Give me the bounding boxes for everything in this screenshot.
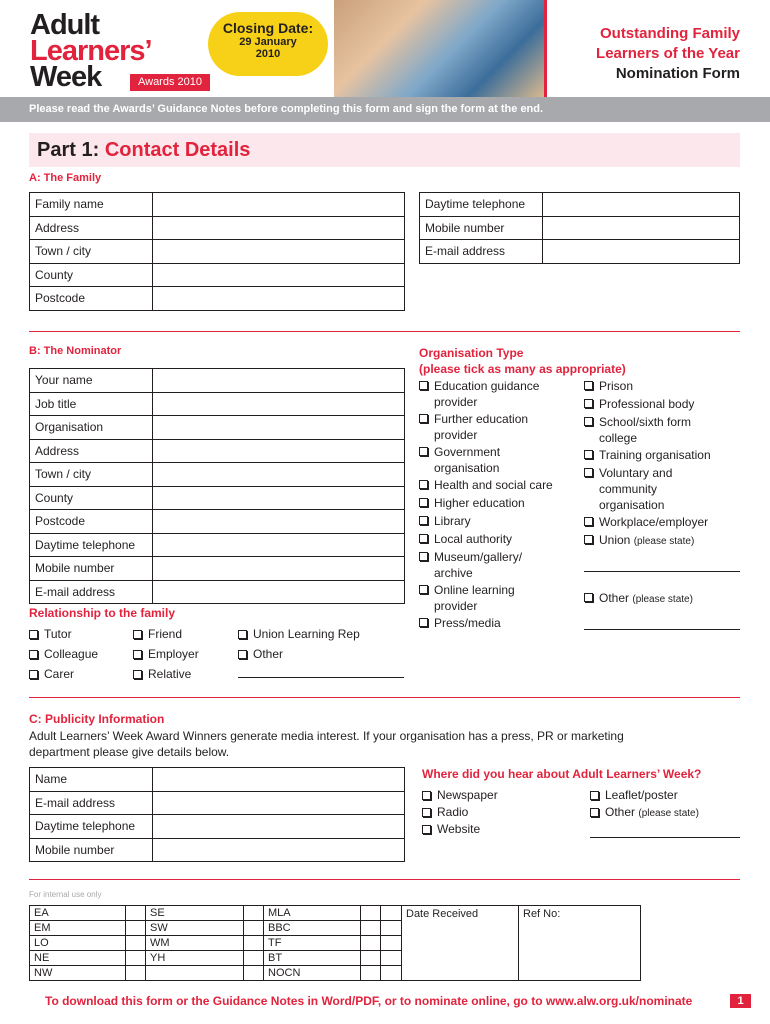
nominator-label: Town / city xyxy=(30,463,153,487)
guidance-notice: Please read the Awards’ Guidance Notes before completing this form and sign the form at the end. xyxy=(0,97,770,122)
checkbox-icon[interactable] xyxy=(29,650,38,659)
union-state-line[interactable] xyxy=(584,571,740,572)
nominator-section-label: B: The Nominator xyxy=(29,345,122,357)
region-code: NW xyxy=(30,966,126,981)
checkbox-icon[interactable] xyxy=(29,630,38,639)
nominator-field[interactable] xyxy=(153,392,405,416)
nominator-label: Your name xyxy=(30,369,153,393)
tick-box[interactable] xyxy=(126,921,146,936)
region-code: SE xyxy=(146,906,244,921)
family-mobile-field[interactable] xyxy=(543,216,740,240)
relationship-other-line[interactable] xyxy=(238,677,404,678)
divider xyxy=(29,697,740,698)
tick-box[interactable] xyxy=(126,966,146,981)
relationship-option[interactable]: Colleague xyxy=(29,644,98,664)
checkbox-icon[interactable] xyxy=(419,585,428,594)
other-state-line[interactable] xyxy=(584,629,740,630)
checkbox-icon[interactable] xyxy=(422,825,431,834)
publicity-daytime-label: Daytime telephone xyxy=(30,815,153,839)
publicity-name-field[interactable] xyxy=(153,768,405,792)
checkbox-icon[interactable] xyxy=(422,808,431,817)
org-option[interactable]: Press/media xyxy=(419,615,579,631)
family-email-label: E-mail address xyxy=(420,240,543,264)
hear-option[interactable]: Leaflet/poster xyxy=(590,787,699,804)
nominator-label: Daytime telephone xyxy=(30,533,153,557)
tick-box[interactable] xyxy=(244,921,264,936)
tick-box[interactable] xyxy=(361,951,381,966)
tick-box[interactable] xyxy=(126,906,146,921)
relationship-option[interactable]: Relative xyxy=(133,664,199,684)
tick-box[interactable] xyxy=(126,951,146,966)
org-type-title: Organisation Type xyxy=(419,346,524,360)
date-received-label: Date Received xyxy=(406,908,479,920)
checkbox-icon[interactable] xyxy=(590,791,599,800)
nominator-field[interactable] xyxy=(153,486,405,510)
org-type-subtitle: (please tick as many as appropriate) xyxy=(419,362,626,376)
partner-code: MLA xyxy=(264,906,361,921)
publicity-email-label: E-mail address xyxy=(30,791,153,815)
family-postcode-label: Postcode xyxy=(30,287,153,311)
checkbox-icon[interactable] xyxy=(419,618,428,627)
hear-option[interactable]: Radio xyxy=(422,804,498,821)
org-option[interactable]: Prison xyxy=(584,378,740,394)
family-name-field[interactable] xyxy=(153,193,405,217)
form-title xyxy=(548,24,740,84)
nominator-table xyxy=(29,368,405,604)
partner-code: NOCN xyxy=(264,966,361,981)
closing-date-badge xyxy=(208,12,328,76)
checkbox-icon[interactable] xyxy=(29,670,38,679)
closing-date-line1: 29 January xyxy=(239,36,297,48)
tick-box[interactable] xyxy=(381,921,402,936)
checkbox-icon[interactable] xyxy=(133,630,142,639)
partner-code: BBC xyxy=(264,921,361,936)
relationship-col1 xyxy=(29,624,98,684)
nominator-field[interactable] xyxy=(153,580,405,604)
tick-box[interactable] xyxy=(244,966,264,981)
page-number: 1 xyxy=(730,994,751,1008)
family-address-label: Address xyxy=(30,216,153,240)
org-type-col2 xyxy=(584,378,740,550)
region-code: EA xyxy=(30,906,126,921)
nominator-field[interactable] xyxy=(153,416,405,440)
relationship-option[interactable]: Friend xyxy=(133,624,199,644)
tick-box[interactable] xyxy=(381,966,402,981)
date-received-box[interactable] xyxy=(402,906,519,981)
checkbox-icon[interactable] xyxy=(419,534,428,543)
checkbox-icon[interactable] xyxy=(419,516,428,525)
checkbox-icon[interactable] xyxy=(590,808,599,817)
org-option[interactable]: Local authority xyxy=(419,531,579,547)
org-option-union[interactable]: Union (please state) xyxy=(584,532,740,550)
checkbox-icon[interactable] xyxy=(584,468,593,477)
nominator-field[interactable] xyxy=(153,463,405,487)
tick-box[interactable] xyxy=(381,906,402,921)
nominator-label: E-mail address xyxy=(30,580,153,604)
hear-option-other[interactable]: Other (please state) xyxy=(590,804,699,822)
checkbox-icon[interactable] xyxy=(584,517,593,526)
org-option[interactable]: Voluntary and community organisation xyxy=(584,465,740,513)
hear-col1 xyxy=(422,787,498,838)
tick-box[interactable] xyxy=(381,936,402,951)
family-county-label: County xyxy=(30,263,153,287)
relationship-option[interactable]: Carer xyxy=(29,664,98,684)
internal-use-label: For internal use only xyxy=(29,890,102,899)
checkbox-icon[interactable] xyxy=(238,650,247,659)
checkbox-icon[interactable] xyxy=(419,447,428,456)
tick-box[interactable] xyxy=(244,951,264,966)
family-mobile-label: Mobile number xyxy=(420,216,543,240)
publicity-text-line1: Adult Learners’ Week Award Winners generate media interest. If your organisation has a press, PR or marketing xyxy=(29,729,624,743)
family-email-field[interactable] xyxy=(543,240,740,264)
nominator-field[interactable] xyxy=(153,439,405,463)
family-section-label: A: The Family xyxy=(29,172,102,184)
closing-title: Closing Date: xyxy=(222,20,314,36)
region-code-empty xyxy=(146,966,244,981)
relationship-option[interactable]: Tutor xyxy=(29,624,98,644)
hear-col2 xyxy=(590,787,699,822)
tick-box[interactable] xyxy=(361,906,381,921)
part1-prefix: Part 1: xyxy=(37,139,100,161)
org-option[interactable]: Online learning provider xyxy=(419,582,579,614)
ref-no-label: Ref No: xyxy=(523,908,561,920)
hear-about-label: Where did you hear about Adult Learners’ Week? xyxy=(422,767,702,781)
org-option[interactable]: Workplace/employer xyxy=(584,514,740,530)
org-option[interactable]: Professional body xyxy=(584,396,740,412)
checkbox-icon[interactable] xyxy=(419,381,428,390)
tick-box[interactable] xyxy=(244,906,264,921)
part1-heading xyxy=(29,133,740,167)
family-name-label: Family name xyxy=(30,193,153,217)
checkbox-icon[interactable] xyxy=(584,399,593,408)
region-code: LO xyxy=(30,936,126,951)
partner-code: BT xyxy=(264,951,361,966)
checkbox-icon[interactable] xyxy=(584,381,593,390)
region-code: WM xyxy=(146,936,244,951)
tick-box[interactable] xyxy=(244,936,264,951)
footer-download-text: To download this form or the Guidance Notes in Word/PDF, or to nominate online, go to www.alw.org.uk/nominate xyxy=(45,994,693,1008)
checkbox-icon[interactable] xyxy=(419,498,428,507)
logo-line-week: Week xyxy=(30,61,102,93)
org-option[interactable]: Higher education xyxy=(419,495,579,511)
publicity-mobile-field[interactable] xyxy=(153,838,405,862)
divider xyxy=(29,879,740,880)
nominator-field[interactable] xyxy=(153,533,405,557)
publicity-text xyxy=(29,728,624,760)
logo-line-learners: Learners’ xyxy=(30,35,152,67)
region-code: YH xyxy=(146,951,244,966)
tick-box[interactable] xyxy=(381,951,402,966)
publicity-text-line2: department please give details below. xyxy=(29,745,230,759)
publicity-name-label: Name xyxy=(30,768,153,792)
org-option-other[interactable]: Other (please state) xyxy=(584,590,693,608)
nominator-label: County xyxy=(30,486,153,510)
partner-code: TF xyxy=(264,936,361,951)
hear-other-line[interactable] xyxy=(590,837,740,838)
hear-option[interactable]: Website xyxy=(422,821,498,838)
tick-box[interactable] xyxy=(126,936,146,951)
relationship-option[interactable]: Employer xyxy=(133,644,199,664)
publicity-table xyxy=(29,767,405,862)
relationship-col3 xyxy=(238,624,360,664)
family-photo xyxy=(334,0,544,97)
org-option[interactable]: Health and social care xyxy=(419,477,579,493)
title-line3: Nomination Form xyxy=(615,65,740,82)
publicity-daytime-field[interactable] xyxy=(153,815,405,839)
family-table xyxy=(29,192,405,311)
awards-badge: Awards 2010 xyxy=(130,74,210,91)
hear-option[interactable]: Newspaper xyxy=(422,787,498,804)
org-option[interactable]: Government organisation xyxy=(419,444,579,476)
checkbox-icon[interactable] xyxy=(133,670,142,679)
org-type-col1 xyxy=(419,378,579,631)
checkbox-icon[interactable] xyxy=(584,417,593,426)
logo-line-adult: Adult xyxy=(30,9,100,41)
org-option[interactable]: Training organisation xyxy=(584,447,740,463)
checkbox-icon[interactable] xyxy=(419,414,428,423)
publicity-email-field[interactable] xyxy=(153,791,405,815)
org-type-label xyxy=(419,345,626,377)
tick-box[interactable] xyxy=(361,966,381,981)
family-town-label: Town / city xyxy=(30,240,153,264)
tick-box[interactable] xyxy=(361,936,381,951)
internal-use-table xyxy=(29,905,641,981)
part1-title: Contact Details xyxy=(104,139,251,161)
family-town-field[interactable] xyxy=(153,240,405,264)
org-option[interactable]: Further education provider xyxy=(419,411,579,443)
checkbox-icon[interactable] xyxy=(133,650,142,659)
nominator-field[interactable] xyxy=(153,510,405,534)
relationship-label: Relationship to the family xyxy=(29,606,176,620)
nominator-label: Mobile number xyxy=(30,557,153,581)
org-option[interactable]: School/sixth form college xyxy=(584,414,740,446)
checkbox-icon[interactable] xyxy=(238,630,247,639)
publicity-section-label: C: Publicity Information xyxy=(29,712,165,726)
family-contact-table xyxy=(419,192,740,264)
relationship-col2 xyxy=(133,624,199,684)
nominator-field[interactable] xyxy=(153,369,405,393)
org-option[interactable]: Library xyxy=(419,513,579,529)
checkbox-icon[interactable] xyxy=(584,593,593,602)
family-daytime-field[interactable] xyxy=(543,193,740,217)
checkbox-icon[interactable] xyxy=(584,535,593,544)
nominator-label: Organisation xyxy=(30,416,153,440)
closing-date-line2: 2010 xyxy=(255,48,281,60)
divider xyxy=(29,331,740,332)
family-address-field[interactable] xyxy=(153,216,405,240)
publicity-mobile-label: Mobile number xyxy=(30,838,153,862)
org-option[interactable]: Education guidance provider xyxy=(419,378,579,410)
checkbox-icon[interactable] xyxy=(419,480,428,489)
family-county-field[interactable] xyxy=(153,263,405,287)
region-code: EM xyxy=(30,921,126,936)
title-line1: Outstanding Family xyxy=(599,25,740,42)
family-daytime-label: Daytime telephone xyxy=(420,193,543,217)
checkbox-icon[interactable] xyxy=(584,450,593,459)
relationship-option[interactable]: Other xyxy=(238,644,360,664)
checkbox-icon[interactable] xyxy=(419,552,428,561)
ref-no-box[interactable] xyxy=(519,906,641,981)
family-postcode-field[interactable] xyxy=(153,287,405,311)
region-code: SW xyxy=(146,921,244,936)
checkbox-icon[interactable] xyxy=(422,791,431,800)
nominator-label: Address xyxy=(30,439,153,463)
relationship-option[interactable]: Union Learning Rep xyxy=(238,624,360,644)
nominator-label: Job title xyxy=(30,392,153,416)
tick-box[interactable] xyxy=(361,921,381,936)
region-code: NE xyxy=(30,951,126,966)
title-line2: Learners of the Year xyxy=(596,45,740,62)
nominator-field[interactable] xyxy=(153,557,405,581)
org-option[interactable]: Museum/gallery/ archive xyxy=(419,549,579,581)
nominator-label: Postcode xyxy=(30,510,153,534)
